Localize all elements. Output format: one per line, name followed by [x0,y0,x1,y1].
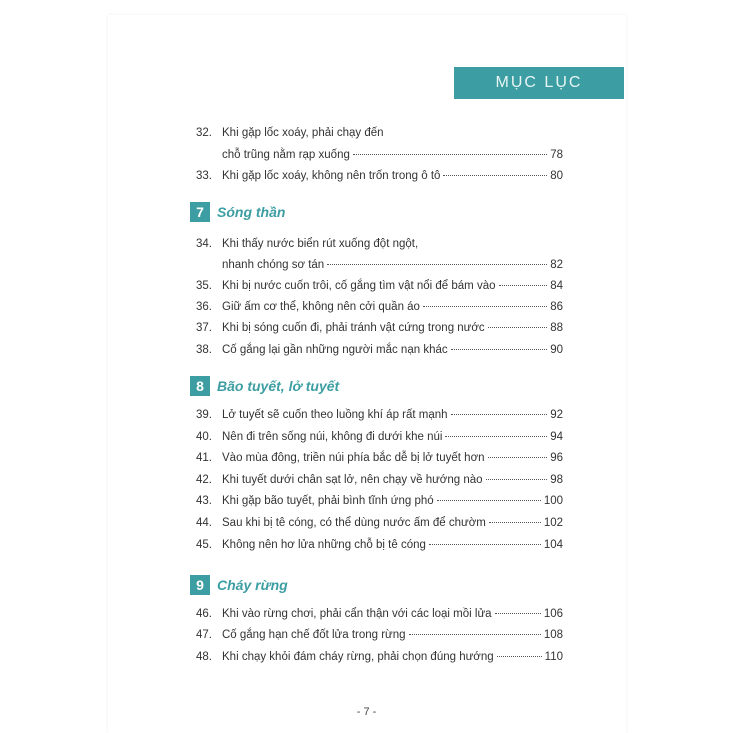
entry-page: 78 [550,149,563,161]
entry-page: 84 [550,280,563,292]
entry-page: 82 [550,259,563,271]
dot-leader [429,544,541,545]
entry-number: 32. [196,127,212,139]
entry-number: 39. [196,409,212,421]
entry-page: 110 [544,651,563,663]
toc-entry-43 [196,494,563,508]
entry-title: Vào mùa đông, triền núi phía bắc dễ bị lở tuyết hơn [222,452,485,464]
entry-page: 94 [550,431,563,443]
entry-number: 46. [196,608,212,620]
section-heading-8 [190,376,339,396]
toc-entry-36 [196,300,563,314]
toc-entry-44 [196,516,563,530]
entry-title: Khi gặp bão tuyết, phải bình tĩnh ứng phó [222,495,434,507]
entry-page: 108 [543,629,563,641]
entry-title: Khi bị sóng cuốn đi, phải tránh vật cứng trong nước [222,322,485,334]
page-number-footer: - 7 - [356,706,377,718]
dot-leader [443,175,547,176]
section-heading-7 [190,202,285,222]
entry-title: Không nên hơ lửa những chỗ bị tê cóng [222,539,426,551]
section-title: Bão tuyết, lở tuyết [217,378,340,394]
dot-leader [437,500,541,501]
entry-number: 48. [196,651,212,663]
section-title: Sóng thần [217,204,286,220]
entry-page: 100 [543,495,563,507]
entry-title: Nên đi trên sống núi, không đi dưới khe núi [222,431,443,443]
dot-leader [486,479,548,480]
dot-leader [451,414,548,415]
dot-leader [497,656,542,657]
entry-title-line1: Khi gặp lốc xoáy, phải chạy đến [222,127,384,139]
toc-entry-37 [196,321,563,335]
book-page [108,15,626,733]
entry-title: Sau khi bị tê cóng, có thể dùng nước ấm để chườm [222,517,486,529]
dot-leader [451,349,548,350]
entry-page: 92 [550,409,563,421]
toc-entry-40 [196,430,563,444]
dot-leader [327,264,547,265]
toc-entry-46 [196,607,563,621]
entry-title: Giữ ấm cơ thể, không nên cởi quần áo [222,301,420,313]
toc-entry-39 [196,408,563,422]
entry-title: Lở tuyết sẽ cuốn theo luồng khí áp rất mạnh [222,409,448,421]
entry-title: Khi bị nước cuốn trôi, cố gắng tìm vật nổi để bám vào [222,280,496,292]
dot-leader [445,436,547,437]
entry-number: 37. [196,322,212,334]
entry-page: 98 [550,474,563,486]
dot-leader [488,327,548,328]
dot-leader [489,522,541,523]
entry-number: 34. [196,238,212,250]
entry-title: Khi vào rừng chơi, phải cẩn thận với các loại mồi lửa [222,608,492,620]
entry-title-line2: nhanh chóng sơ tán [222,259,325,271]
entry-title-line1: Khi thấy nước biển rút xuống đột ngột, [222,238,419,250]
section-number: 8 [190,376,210,396]
toc-header-banner [454,67,624,99]
entry-page: 90 [550,344,563,356]
entry-page: 104 [543,539,563,551]
dot-leader [488,457,548,458]
dot-leader [423,306,547,307]
entry-number: 41. [196,452,212,464]
entry-number: 40. [196,431,212,443]
dot-leader [495,613,541,614]
toc-entry-38 [196,343,563,357]
toc-entry-33 [196,169,563,183]
entry-number: 42. [196,474,212,486]
entry-page: 86 [550,301,563,313]
toc-entry-34 [196,237,563,272]
toc-entry-45 [196,538,563,552]
entry-number: 38. [196,344,212,356]
entry-page: 102 [543,517,563,529]
entry-title-line2: chỗ trũng nằm rạp xuống [222,149,350,161]
toc-entry-48 [196,650,563,664]
entry-number: 44. [196,517,212,529]
entry-page: 88 [550,322,563,334]
entry-title: Khi gặp lốc xoáy, không nên trốn trong ô tô [222,170,441,182]
entry-title: Khi chạy khỏi đám cháy rừng, phải chọn đúng hướng [222,651,494,663]
toc-entry-47 [196,628,563,642]
entry-title: Khi tuyết dưới chân sạt lở, nên chạy về hướng nào [222,474,483,486]
toc-entry-41 [196,451,563,465]
entry-number: 35. [196,280,212,292]
entry-number: 36. [196,301,212,313]
dot-leader [499,285,548,286]
toc-title: MỤC LỤC [495,74,583,91]
entry-number: 45. [196,539,212,551]
entry-number: 47. [196,629,212,641]
toc-entry-35 [196,279,563,293]
entry-number: 43. [196,495,212,507]
section-heading-9 [190,575,288,595]
entry-title: Cố gắng hạn chế đốt lửa trong rừng [222,629,406,641]
dot-leader [409,634,541,635]
toc-entry-42 [196,473,563,487]
dot-leader [353,154,547,155]
entry-page: 96 [550,452,563,464]
section-number: 7 [190,202,210,222]
section-title: Cháy rừng [217,577,288,593]
entry-page: 80 [550,170,563,182]
entry-title: Cố gắng lại gần những người mắc nạn khác [222,344,448,356]
section-number: 9 [190,575,210,595]
entry-page: 106 [543,608,563,620]
toc-entry-32 [196,126,563,162]
entry-number: 33. [196,170,212,182]
